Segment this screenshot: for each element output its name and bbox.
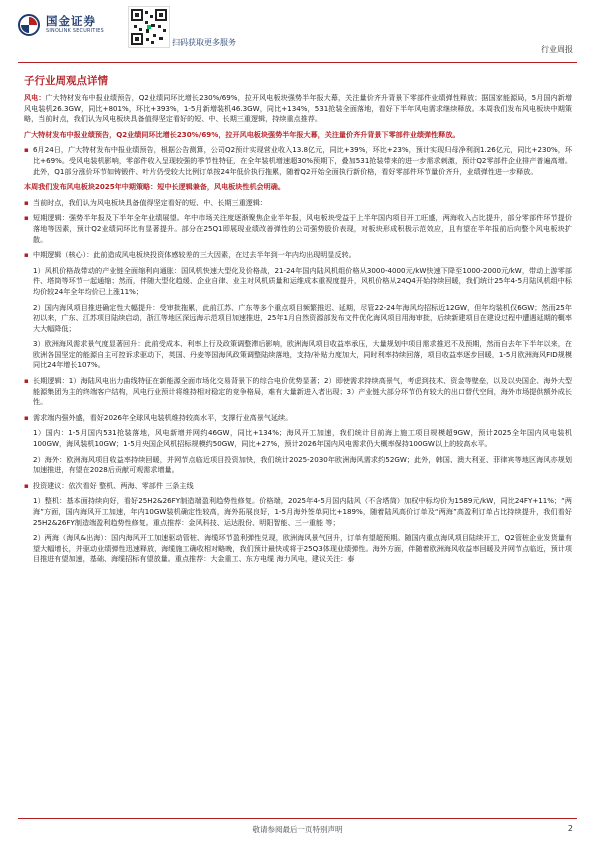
page-number: 2: [567, 824, 573, 833]
company-logo: [18, 14, 104, 36]
bullet-paragraph: ▪ 需求端内强外盛，看好2026年全球风电装机维持较高水平，支撑行业高景气延续。: [24, 413, 572, 424]
summary-paragraph: [24, 93, 572, 125]
highlight-paragraph: 广大特材发布中报业绩预告，Q2业绩同环比增长230%/69%，拉开风电板块强势半年报大幕，关注量价齐升背景下零部件业绩弹性释放。: [24, 129, 460, 139]
report-category: 行业周报: [541, 45, 573, 54]
sub-paragraph: 1）国内：1-5月国内531抢装落地，风电新增并网约46GW，同比+134%；海风开工加速，我们统计目前海上施工项目规模超9GW，预计2025全年国内风电装机100GW，海风装机10GW；1-5月央国企风机招标规模约50GW，同比+27%，预计2026年国内风电需求仍大概率保持100GW以上的较高水平。: [33, 428, 572, 449]
section-title: 子行业周观点详情: [24, 75, 108, 87]
paragraph-lead: 风电：: [24, 93, 46, 102]
sub-paragraph: 2）国内海风项目推进确定性大幅提升：受审批拖累，此前江苏、广东等多个重点项目频繁推迟、延期，尽管22-24年海风均招标近12GW，但年均装机仅6GW；然而25年初以来，广东、江苏项目陆续启动，浙江等地区深远海示范项目加速推进，25年1月自然资源部发布文件优化海风项目用海审批，后续新建项目在建设过程中遭遇延期的概率大大幅降低；: [33, 302, 572, 333]
header-divider: [18, 62, 577, 63]
disclaimer-note: 敬请参阅最后一页特别声明: [252, 825, 343, 834]
bullet-paragraph: ▪ 长期逻辑：1）海陆风电出力曲线特征在新能源全面市场化交易背景下的综合电价优势显著；2）即使需求持续高景气，考虑到技术、资金等壁垒，以及以央国企、海外大型能源集团为主的终端客户结构，风电行业预计将维持相对稳定的竞争格局，难有大量新进入者出现；3）产业链大部分环节仍有较大的出口替代空间，海外市场提供额外成长性。: [24, 376, 572, 408]
report-body: [24, 93, 572, 570]
sub-paragraph: 1）整机：基本面持续向好，看好25H2&26FY制造端盈利趋势性修复。价格端，2025年4-5月国内陆风（不含塔筒）加权中标均价为1589元/kW，同比24FY+11%；“两海”方面，国内海风开工加速，年内10GW装机确定性较高，海外拓展良好，1-5月海外签单同比+189%，随着陆风高价订单及“两海”高盈利订单占比持续提升，我们看好25H2&26FY制造端盈利趋势性修复。重点推荐：金风科技、运达股份、明阳智能、三一重能 等；: [33, 496, 572, 527]
sub-paragraph: 1）风机价格战带动的产业链全面缩利向通胀：国风机快速大型化及价格战，21-24年国内陆风机组价格从3000-4000元/kW快速下降至1000-2000元/kW，带动上游零部件、塔筒等环节一起通缩；然而，伴随大型化趋缓、企业自律、业主对风机质量和运维成本重视度提升，风机价格从24Q4开始持续回暖，我们统计25年4-5月陆风机组中标均价较24年全年均价已上涨11%；: [33, 265, 572, 296]
bullet-paragraph: ▪ 中期逻辑（核心）：此前造成风电板块投资体感较差的三大因素，在过去半年到一年内均出现明显反转。: [24, 250, 572, 261]
qr-code-icon: [128, 6, 170, 48]
highlight-paragraph: 本周我们发布风电板块2025年中期策略：短中长逻辑兼备，风电板块性机会明确。: [24, 182, 285, 192]
sub-paragraph: 2）海外：欧洲海风项目收益率持续回暖，并网节点临近项目投资加快，我们统计2025-2030年欧洲海风需求约52GW；此外，韩国、澳大利亚、菲律宾等地区海风亦规划加速推进，有望在2028后贡献可观需求增量。: [33, 454, 572, 475]
scan-service-text: 扫码获取更多服务: [172, 38, 236, 47]
bullet-paragraph: ▪ 6月24日，广大特材发布中报业绩预告，根据公告测算，公司Q2预计实现营业收入13.8亿元，同比+39%，环比+23%，预计实现归母净利润1.26亿元，同比+230%，环比+69%。受风电装机影响，零部件收入呈现较强的季节性特征，在全年装机增速超30%预期下，叠加531抢装带来的进一步需求刺激，预计Q2零部件企业排产普遍高增。此外，Q1部分涨价环节如铸锻件、叶片仍受较大比例订单按24年低价执行拖累，随着Q2开始全面执行新价格，看好零部件环节量价齐升，业绩弹性进一步释放。: [24, 145, 572, 177]
logo-mark-icon: [18, 14, 40, 36]
bullet-paragraph: ▪ 当前时点，我们认为风电板块具备值得坚定看好的短、中、长期三重逻辑：: [24, 198, 572, 209]
bullet-paragraph: ▪ 短期逻辑：强势半年报及下半年全年业绩展望。年中市场关注度逐渐聚焦企业半年报，风电板块受益于上半年国内项目开工旺盛，两海收入占比提升，部分零部件环节提价落地等因素，预计Q2业绩同环比有显著提升。部分在25Q1即展现业绩改善弹性的公司强势股价表现，对板块形成积极示范效应，且有望在半年报前后向整个风电板块扩散。: [24, 213, 572, 245]
footer-divider: [18, 818, 577, 819]
sub-paragraph: 3）欧洲海风需求景气度显著回升：此前受成本、利率上行及政策调整滞后影响，欧洲海风项目收益率承压，大量规划中项目需求推迟不及预期，然而自去年下半年以来，在欧洲各国坚定的能源自主可控诉求驱动下，英国、丹麦等国海风政策调整陆续落地，支持/补贴力度加大，同时利率持续回落，项目收益率逐步回暖，1-5月欧洲海风FID规模同比24年增长107%。: [33, 339, 572, 370]
logo-en-text: SINOLINK SECURITIES: [46, 29, 104, 34]
paragraph-text: 广大特材发布中报业绩预告，Q2业绩同环比增长230%/69%，拉开风电板块强势半年报大幕，关注量价齐升背景下零部件业绩弹性释放；据国家能源局，5月国内新增风电装机26.3GW，同比+801%，环比+393%，1-5月新增装机46.3GW，同比+134%，531抢装全面落地，看好下半年风电需求继续释放。本周我们发布风电板块中期策略，当前时点，我们认为风电板块具备值得坚定看好的短、中、长期三重逻辑，持续重点推荐。: [24, 93, 572, 124]
sub-paragraph: 2）两海（海风&出海）：国内海风开工加速驱动管桩、海缆环节盈利弹性兑现，欧洲海风景气回升，订单有望超预期。随国内重点海风项目陆续开工，Q2管桩企业发货量有望大幅增长，并驱动业绩弹性迅速释放，海缆施工确收相对略晚，我们预计最快或将于25Q3体现业绩弹性。海外方面，伴随着欧洲海风收益率回暖及并网节点临近，预计项目推进有望加速，基础、海缆招标有望放量。重点推荐：大金重工、东方电缆 海力风电，建议关注：泰: [33, 533, 572, 564]
logo-cn-text: 国金证券: [46, 14, 96, 28]
bullet-paragraph: ▪ 投资建议：依次看好 整机、两海、零部件 三条主线: [24, 481, 572, 492]
page-header: [0, 0, 595, 62]
